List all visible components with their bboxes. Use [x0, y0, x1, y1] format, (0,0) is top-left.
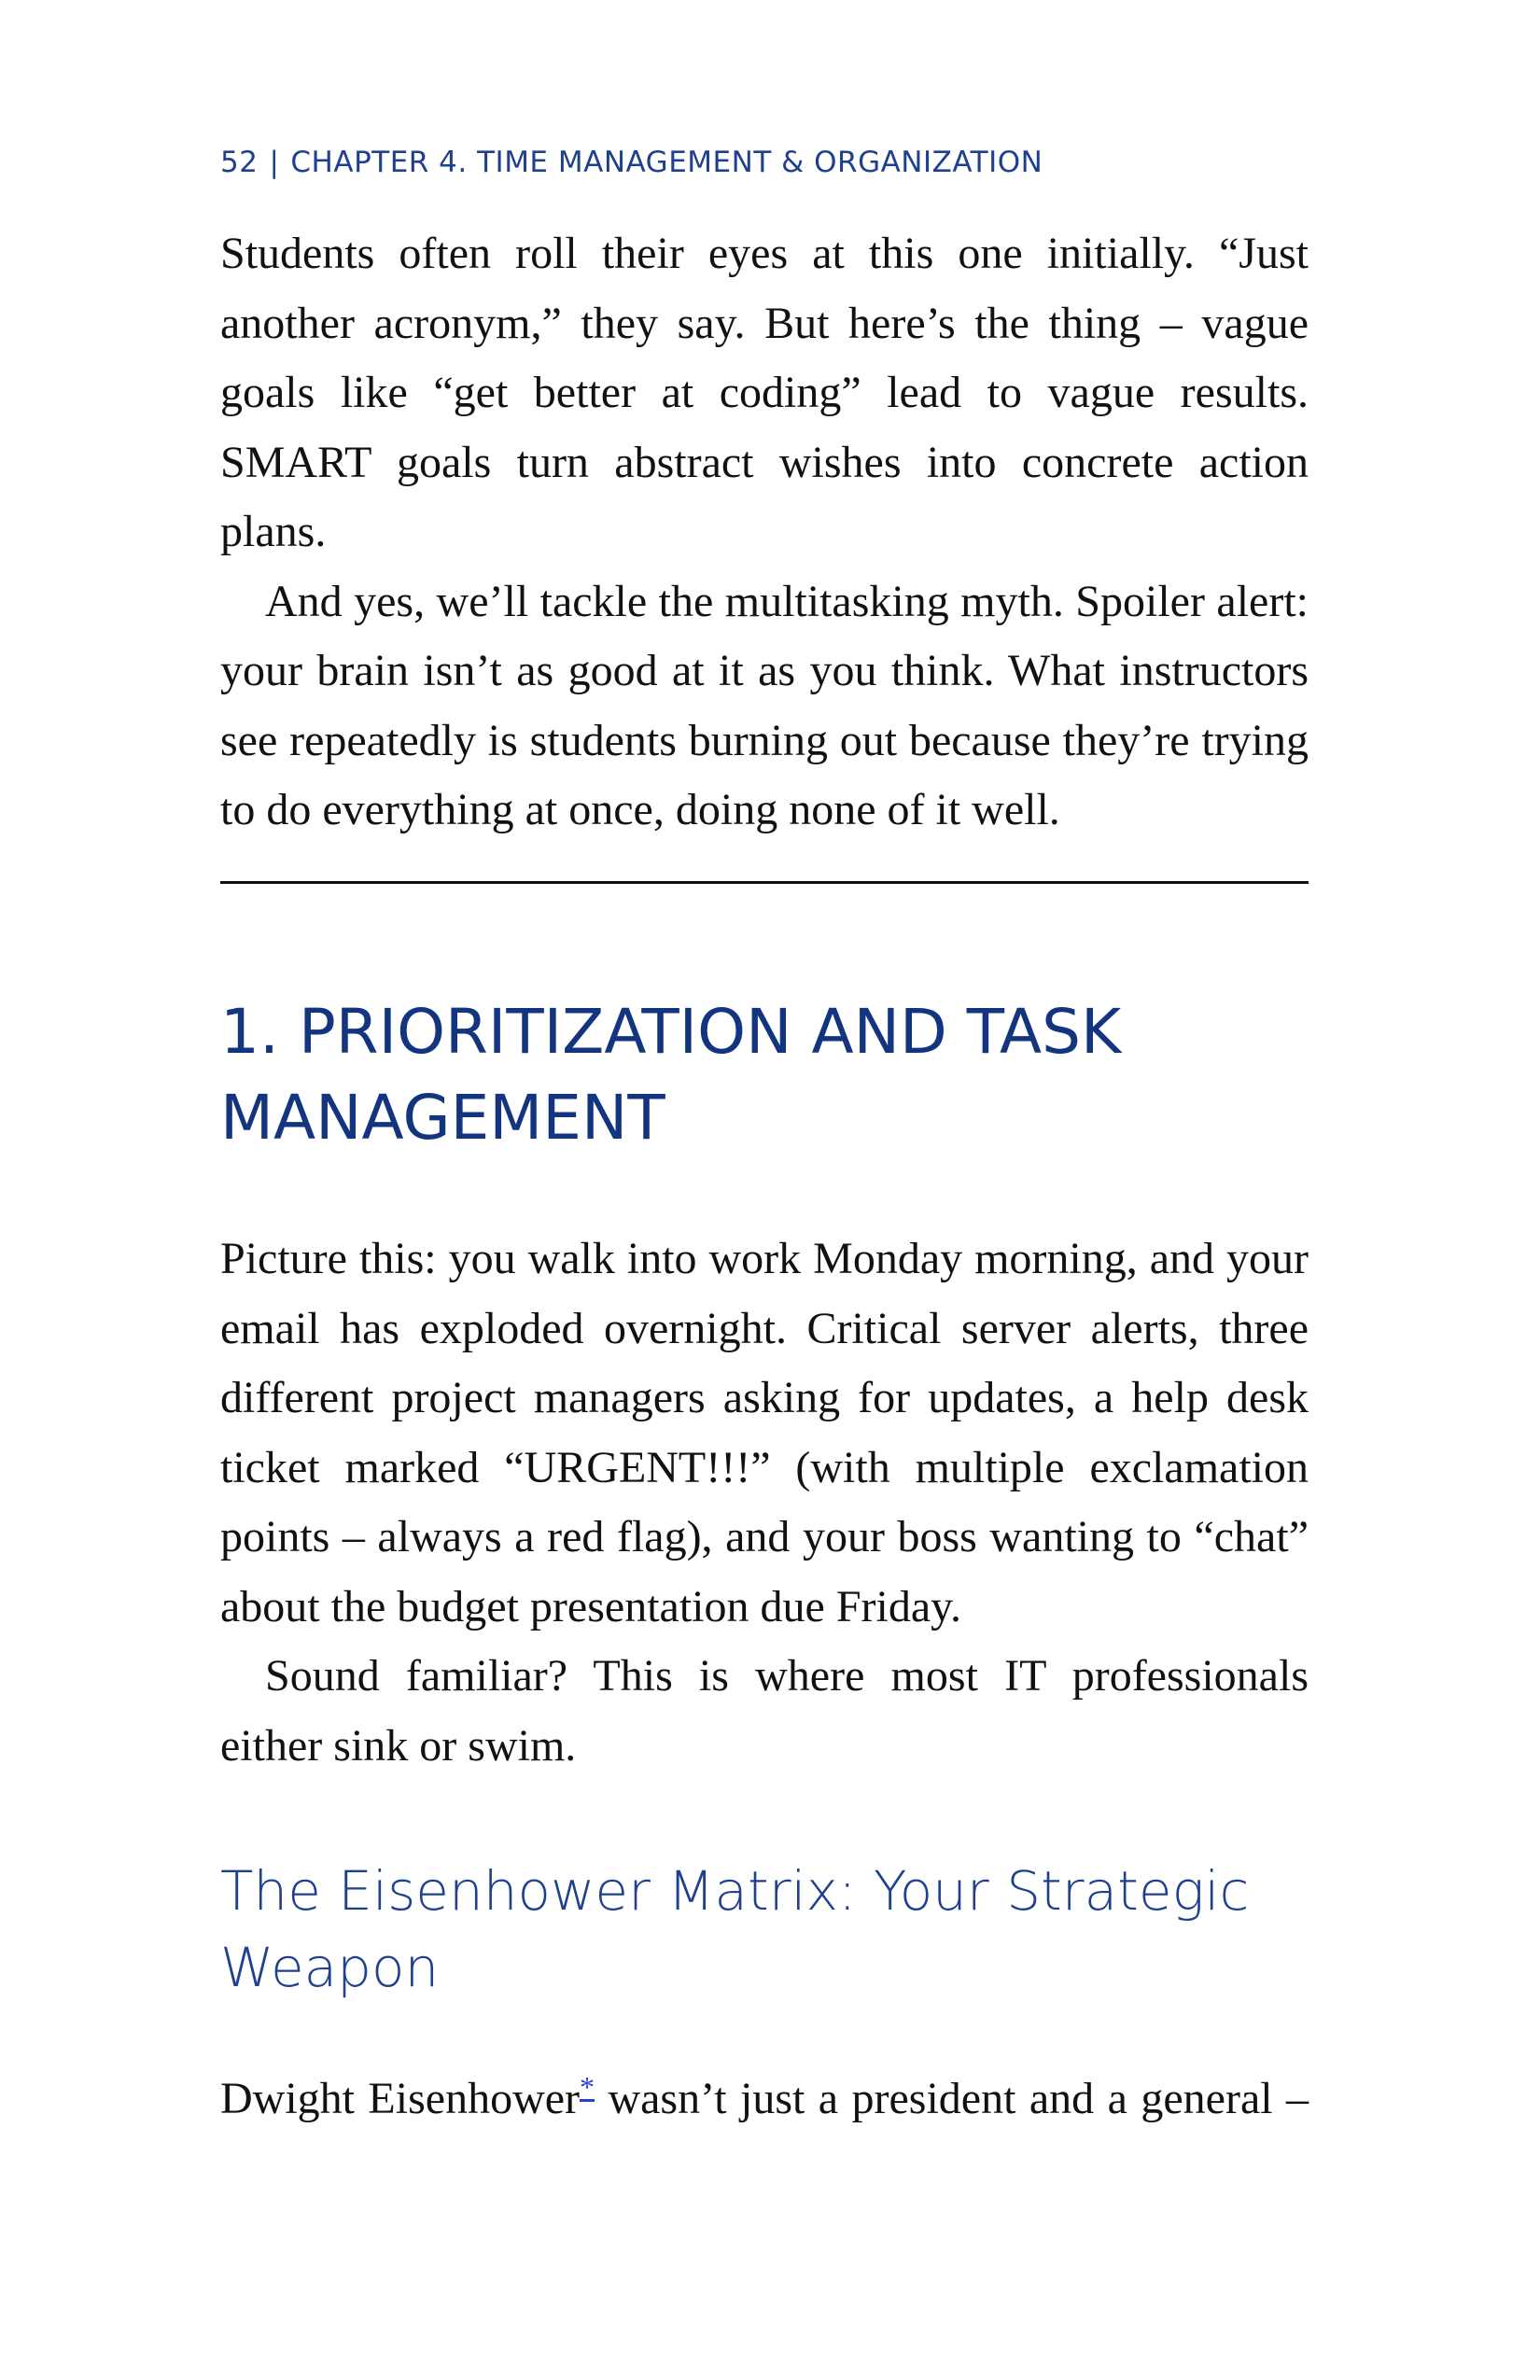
section-heading: 1. PRIORITIZATION AND TASK MANAGEMENT: [220, 996, 1122, 1154]
footnote-link[interactable]: *: [580, 2070, 595, 2104]
section-divider: [220, 881, 1309, 884]
intro-paragraph-1: Students often roll their eyes at this one initially. “Just another acronym,” they say. But here’s the thing – vague goals like “get better at coding” lead to vague results. SMART goals turn abstract wishes into concrete action plans.: [220, 229, 1309, 556]
header-separator: |: [269, 146, 280, 179]
section-text: [220, 1225, 1309, 1781]
paragraph-start: Dwight Eisenhower: [220, 2074, 581, 2123]
section-paragraph-1: Picture this: you walk into work Monday morning, and your email has exploded overnight. Critical server alerts, three different project managers asking for updates, a help desk ticket marked “URGENT!!!” (with multiple exclamation points – always a red flag), and your boss wanting to “chat” about the budget presentation due Friday.: [220, 1234, 1309, 1631]
section-paragraph-2: Sound familiar? This is where most IT professionals either sink or swim.: [220, 1651, 1309, 1771]
subsection-paragraph-1: [220, 2065, 1309, 2135]
subsection-heading: The Eisenhower Matrix: Your Strategic Weapon: [220, 1859, 1250, 1999]
intro-paragraph-2: And yes, we’ll tackle the multitasking myth. Spoiler alert: your brain isn’t as good at it as you think. What instructors see repeatedly is students burning out because they’re trying to do everything at once, doing none of it well.: [220, 576, 1309, 834]
chapter-title: CHAPTER 4. TIME MANAGEMENT & ORGANIZATION: [290, 146, 1043, 179]
running-header: [220, 146, 1043, 179]
paragraph-rest: wasn’t just a president and a general –: [595, 2074, 1309, 2123]
page-number: 52: [220, 146, 259, 179]
intro-text: [220, 219, 1309, 846]
subsection-text: [220, 2065, 1309, 2135]
